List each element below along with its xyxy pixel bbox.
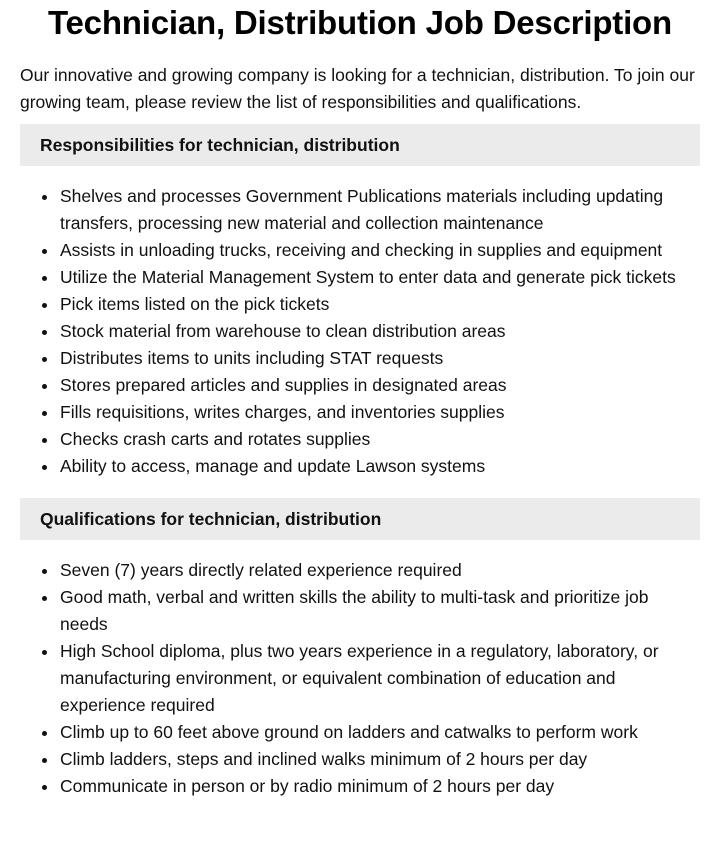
list-item: Utilize the Material Management System to enter data and generate pick tickets (60, 264, 700, 291)
list-item: High School diploma, plus two years experience in a regulatory, laboratory, or manufacturing environment, or equivalent combination of education and experience required (60, 638, 700, 719)
list-item: Climb up to 60 feet above ground on ladders and catwalks to perform work (60, 719, 700, 746)
list-item: Climb ladders, steps and inclined walks minimum of 2 hours per day (60, 746, 700, 773)
list-item: Stock material from warehouse to clean distribution areas (60, 318, 700, 345)
responsibilities-section (20, 124, 700, 480)
qualifications-section (20, 498, 700, 800)
list-item: Pick items listed on the pick tickets (60, 291, 700, 318)
qualifications-heading: Qualifications for technician, distribution (20, 498, 700, 540)
list-item: Seven (7) years directly related experience required (60, 557, 700, 584)
list-item: Fills requisitions, writes charges, and inventories supplies (60, 399, 700, 426)
responsibilities-list (20, 183, 700, 480)
list-item: Assists in unloading trucks, receiving and checking in supplies and equipment (60, 237, 700, 264)
responsibilities-heading: Responsibilities for technician, distribution (20, 124, 700, 166)
list-item: Shelves and processes Government Publications materials including updating transfers, processing new material and collection maintenance (60, 183, 700, 237)
list-item: Distributes items to units including STAT requests (60, 345, 700, 372)
list-item: Stores prepared articles and supplies in designated areas (60, 372, 700, 399)
list-item: Ability to access, manage and update Lawson systems (60, 453, 700, 480)
list-item: Communicate in person or by radio minimum of 2 hours per day (60, 773, 700, 800)
page-title: Technician, Distribution Job Description (48, 4, 672, 41)
qualifications-list (20, 557, 700, 800)
list-item: Good math, verbal and written skills the ability to multi-task and prioritize job needs (60, 584, 700, 638)
list-item: Checks crash carts and rotates supplies (60, 426, 700, 453)
intro-paragraph: Our innovative and growing company is looking for a technician, distribution. To join our growing team, please review the list of responsibilities and qualifications. (20, 65, 695, 112)
